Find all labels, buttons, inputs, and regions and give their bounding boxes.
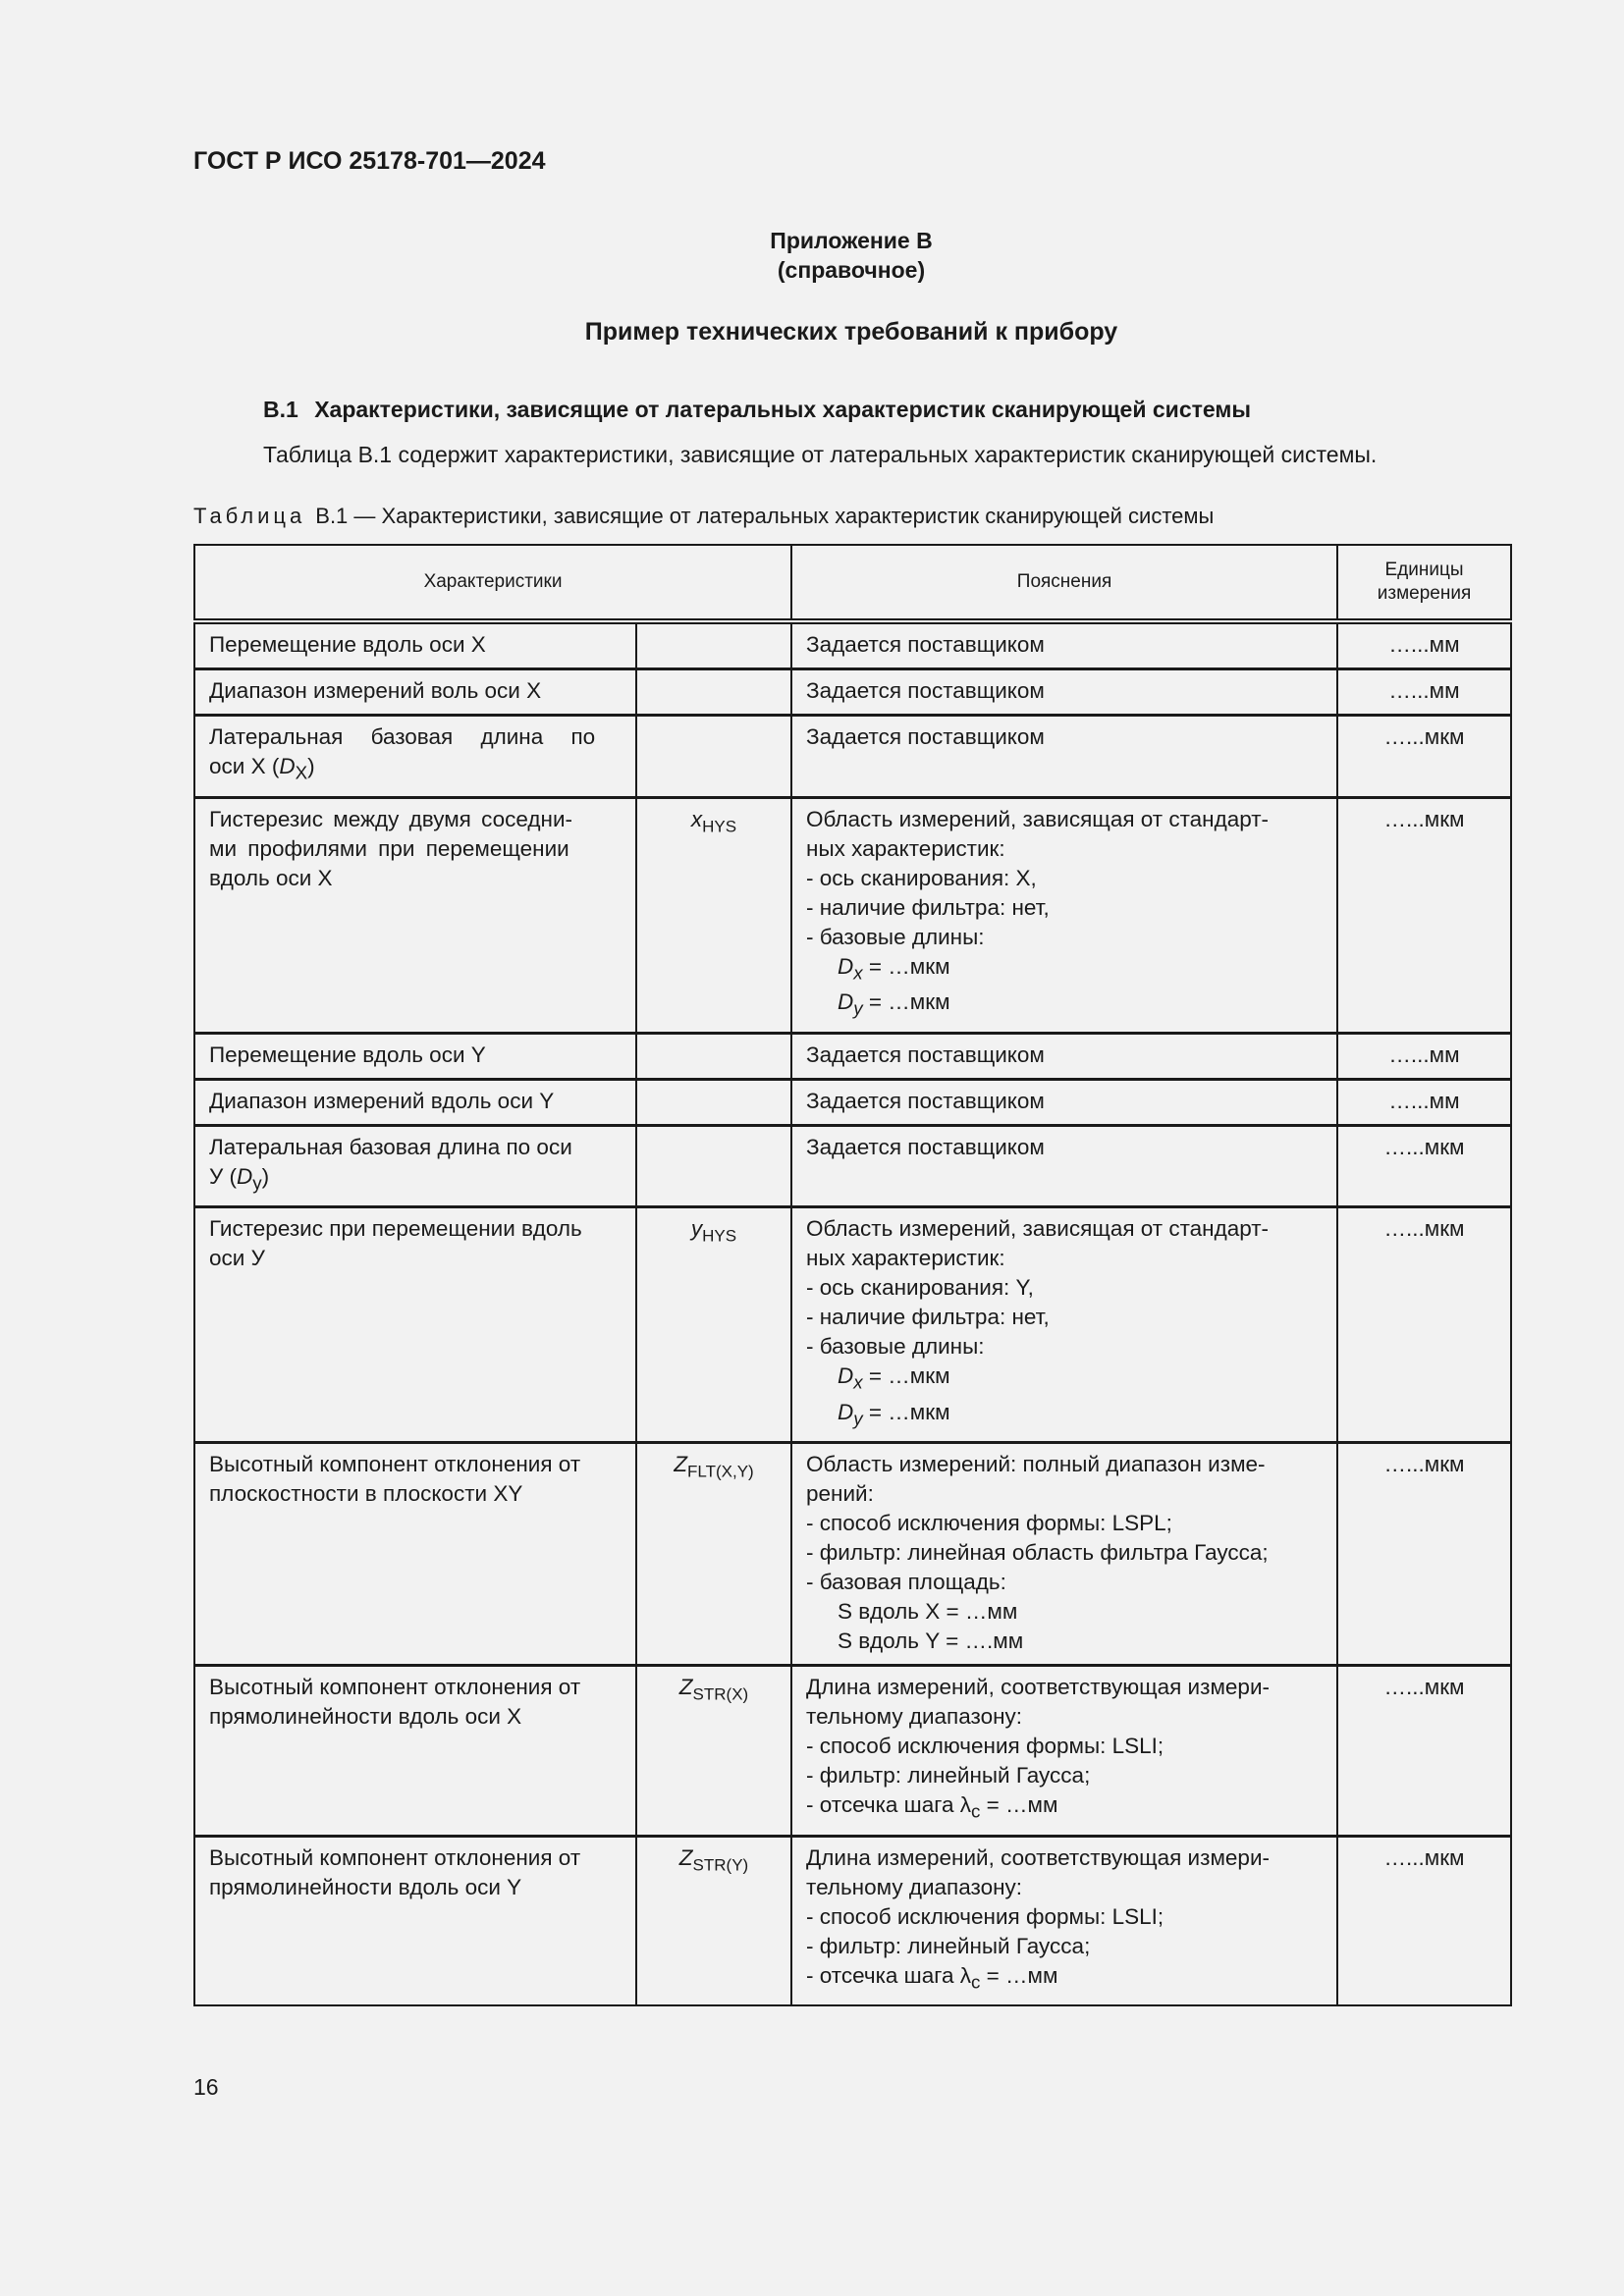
table-row (194, 797, 1511, 1033)
explanation-text: - отсечка шага λ (806, 1792, 971, 1817)
cell-unit: …...мкм (1337, 1666, 1511, 1837)
cell-characteristic: Диапазон измерений вдоль оси Y (194, 1079, 636, 1125)
cell-symbol (636, 669, 791, 716)
explanation-line (806, 952, 1323, 988)
formula-value: = …мкм (862, 1399, 950, 1424)
formula-subscript: y (853, 1408, 863, 1428)
cell-symbol (636, 797, 791, 1033)
header-characteristics: Характеристики (194, 545, 791, 621)
table-row (194, 621, 1511, 669)
explanation-line: Область измерений, зависящая от стандарт- (806, 806, 1270, 831)
name-line: Высотный компонент отклонения от (209, 1452, 581, 1476)
name-line: Гистерезис при перемещении вдоль (209, 1216, 582, 1241)
table-row (194, 1033, 1511, 1079)
table-row (194, 1207, 1511, 1443)
table-row (194, 1666, 1511, 1837)
cell-unit: …...мкм (1337, 1207, 1511, 1443)
cell-explanation: Задается поставщиком (791, 1125, 1337, 1207)
cell-symbol (636, 621, 791, 669)
name-line (209, 722, 622, 752)
explanation-text: = …мм (980, 1962, 1058, 1988)
formula-subscript: y (853, 997, 863, 1019)
symbol: x (690, 806, 703, 831)
cell-symbol (636, 716, 791, 798)
table-row (194, 1125, 1511, 1207)
formula-subscript: x (853, 962, 863, 983)
name-line: Высотный компонент отклонения от (209, 1844, 581, 1870)
explanation-subscript: c (970, 1800, 981, 1822)
section-number: В.1 (263, 397, 298, 422)
explanation-line: - базовые длины: (806, 1334, 985, 1359)
explanation-text: - отсечка шага λ (806, 1962, 971, 1988)
cell-unit: …...мкм (1337, 1836, 1511, 2005)
symbol: Z (678, 1844, 693, 1870)
name-line: вдоль оси X (209, 865, 333, 890)
cell-characteristic: Диапазон измерений воль оси X (194, 669, 636, 716)
table-row (194, 1836, 1511, 2005)
annex-title: Приложение В (770, 228, 933, 253)
explanation-line: Область измерений, зависящая от стандарт- (806, 1216, 1270, 1241)
cell-characteristic: Перемещение вдоль оси X (194, 621, 636, 669)
name-line: оси У (209, 1246, 265, 1270)
cell-symbol (636, 1666, 791, 1837)
explanation-line: ных характеристик: (806, 835, 1005, 861)
explanation-line: - ось сканирования: X, (806, 865, 1037, 890)
explanation-line: Область измерений: полный диапазон изме- (806, 1452, 1266, 1476)
document-header: ГОСТ Р ИСО 25178-701—2024 (193, 147, 546, 175)
symbol-subscript: STR(X) (692, 1684, 749, 1704)
cell-characteristic (194, 716, 636, 798)
cell-explanation (791, 797, 1337, 1033)
annex-status: (справочное) (777, 257, 926, 283)
cell-symbol (636, 1443, 791, 1666)
caption-prefix: Таблица (193, 504, 306, 528)
explanation-line: - способ исключения формы: LSLI; (806, 1734, 1164, 1758)
cell-explanation (791, 1666, 1337, 1837)
cell-symbol (636, 1125, 791, 1207)
explanation-line: S вдоль X = …мм (838, 1599, 1018, 1624)
cell-symbol (636, 1207, 791, 1443)
cell-characteristic (194, 1125, 636, 1207)
cell-unit: …...мм (1337, 669, 1511, 716)
cell-unit: …...мм (1337, 1079, 1511, 1125)
cell-characteristic: Перемещение вдоль оси Y (194, 1033, 636, 1079)
explanation-line: - фильтр: линейная область фильтра Гаусса; (806, 1540, 1269, 1565)
name-text: У ( (209, 1163, 238, 1189)
name-symbol: D (279, 754, 296, 778)
formula-value: = …мкм (862, 989, 950, 1014)
name-text: ) (261, 1163, 270, 1189)
formula-subscript: x (853, 1371, 863, 1393)
explanation-line: - фильтр: линейный Гаусса; (806, 1933, 1091, 1958)
cell-symbol (636, 1033, 791, 1079)
cell-characteristic (194, 1207, 636, 1443)
section-title: Характеристики, зависящие от латеральных характеристик сканирующей системы (314, 397, 1252, 422)
cell-explanation (791, 1836, 1337, 2005)
name-line: прямолинейности вдоль оси X (209, 1704, 522, 1729)
explanation-line: ных характеристик: (806, 1246, 1005, 1270)
formula-symbol: D (838, 1363, 854, 1388)
name-line: Гистерезис между двумя соседни- (209, 806, 573, 831)
explanation-line (806, 1362, 1323, 1398)
explanation-line: Длина измерений, соответствующая измери- (806, 1675, 1270, 1699)
explanation-subscript: c (970, 1971, 981, 1992)
explanation-line: - наличие фильтра: нет, (806, 1305, 1050, 1329)
cell-characteristic (194, 1836, 636, 2005)
name-text: оси X ( (209, 754, 280, 778)
explanation-line: - способ исключения формы: LSPL; (806, 1511, 1172, 1535)
cell-explanation: Задается поставщиком (791, 1033, 1337, 1079)
formula-symbol: D (838, 989, 854, 1014)
explanation-line: - ось сканирования: Y, (806, 1275, 1034, 1300)
cell-characteristic (194, 1666, 636, 1837)
header-explanations: Пояснения (791, 545, 1337, 621)
cell-characteristic (194, 1443, 636, 1666)
cell-unit: …...мкм (1337, 1125, 1511, 1207)
explanation-line: тельному диапазону: (806, 1704, 1023, 1729)
formula-symbol: D (838, 1399, 854, 1424)
spec-table (193, 544, 1512, 2006)
explanation-line: рений: (806, 1481, 874, 1506)
page-number: 16 (193, 2074, 219, 2100)
name-line: Латеральная базовая длина по оси (209, 1134, 572, 1159)
cell-explanation: Задается поставщиком (791, 1079, 1337, 1125)
cell-characteristic (194, 797, 636, 1033)
formula-value: = …мкм (862, 953, 950, 979)
symbol-subscript: HYS (702, 1226, 737, 1246)
name-text: ) (307, 754, 315, 778)
cell-explanation: Задается поставщиком (791, 669, 1337, 716)
cell-unit: …...мм (1337, 621, 1511, 669)
table-row (194, 669, 1511, 716)
explanation-line: - способ исключения формы: LSLI; (806, 1903, 1164, 1929)
explanation-line: - базовая площадь: (806, 1570, 1006, 1594)
section-heading (263, 397, 1251, 423)
explanation-line: - наличие фильтра: нет, (806, 894, 1050, 920)
header-units-line2: измерения (1377, 583, 1472, 604)
cell-explanation: Задается поставщиком (791, 716, 1337, 798)
header-units (1337, 545, 1511, 621)
cell-unit: …...мкм (1337, 1443, 1511, 1666)
name-text: Латеральная базовая длина по (209, 724, 596, 749)
explanation-text: = …мм (980, 1792, 1058, 1817)
main-title: Пример технических требований к прибору (584, 318, 1118, 346)
explanation-line (806, 1398, 1323, 1434)
table-caption (193, 504, 1214, 529)
cell-unit: …...мм (1337, 1033, 1511, 1079)
table-row (194, 1079, 1511, 1125)
name-line: плоскостности в плоскости XY (209, 1481, 523, 1506)
cell-symbol (636, 1836, 791, 2005)
explanation-line: - базовые длины: (806, 924, 985, 949)
formula-symbol: D (838, 953, 854, 979)
table-row (194, 1443, 1511, 1666)
name-symbol: D (237, 1163, 253, 1189)
header-units-line1: Единицы (1384, 560, 1464, 580)
explanation-line: тельному диапазону: (806, 1874, 1023, 1899)
name-line: Высотный компонент отклонения от (209, 1675, 581, 1699)
explanation-line: S вдоль Y = ….мм (838, 1629, 1024, 1653)
symbol-subscript: FLT(X,Y) (687, 1462, 754, 1481)
cell-explanation: Задается поставщиком (791, 621, 1337, 669)
cell-unit: …...мкм (1337, 797, 1511, 1033)
caption-text: В.1 — Характеристики, зависящие от латеральных характеристик сканирующей системы (315, 504, 1215, 528)
symbol-subscript: HYS (702, 817, 737, 835)
table-row (194, 716, 1511, 798)
explanation-line: - фильтр: линейный Гаусса; (806, 1763, 1091, 1788)
explanation-line (806, 1790, 1323, 1827)
cell-explanation (791, 1207, 1337, 1443)
annex-heading (0, 226, 1624, 285)
cell-explanation (791, 1443, 1337, 1666)
intro-paragraph: Таблица В.1 содержит характеристики, зависящие от латеральных характеристик сканирующей системы. (263, 442, 1378, 467)
symbol: y (690, 1216, 703, 1241)
explanation-line (806, 1961, 1323, 1998)
explanation-line: Длина измерений, соответствующая измери- (806, 1844, 1270, 1870)
symbol-subscript: STR(Y) (692, 1855, 749, 1874)
cell-unit: …...мкм (1337, 716, 1511, 798)
symbol: Z (674, 1452, 688, 1476)
table-header-row (194, 545, 1511, 621)
formula-value: = …мкм (862, 1363, 950, 1388)
name-subscript: y (252, 1172, 262, 1193)
name-line: прямолинейности вдоль оси Y (209, 1874, 522, 1899)
name-line: ми профилями при перемещении (209, 835, 569, 861)
name-subscript: X (295, 762, 308, 783)
cell-symbol (636, 1079, 791, 1125)
name-line (209, 752, 622, 788)
name-line (209, 1162, 622, 1199)
symbol: Z (678, 1675, 693, 1699)
explanation-line (806, 988, 1323, 1024)
